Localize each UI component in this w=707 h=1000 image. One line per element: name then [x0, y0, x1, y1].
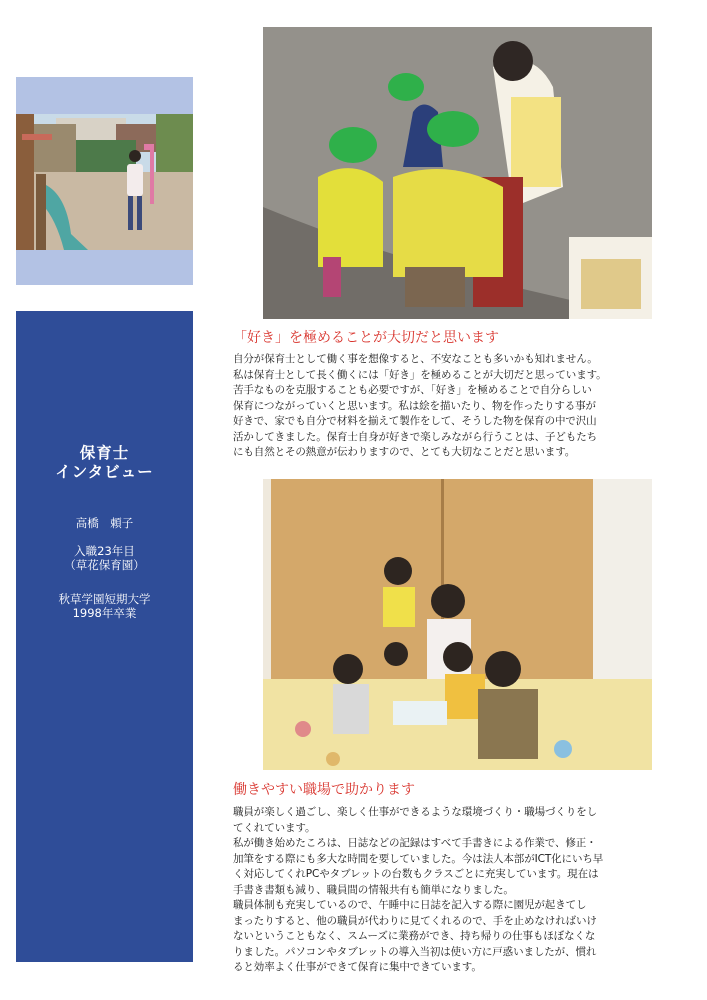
- section-2-line: 手書き書類も減り、職員間の情報共有も簡単になりました。: [233, 883, 514, 896]
- portrait-photo: [16, 114, 193, 250]
- staff-workplace: （草花保育園）: [64, 558, 145, 572]
- section-1-line: 自分が保育士として働く事を想像すると、不安なことも多いかも知れません。: [233, 353, 598, 365]
- heading-line-2: インタビュー: [55, 463, 154, 481]
- section-1-line: 保育につながっていくと思います。私は絵を描いたり、物を作ったりする事が: [233, 399, 596, 412]
- section-2-line: 職員体制も充実しているので、午睡中に日誌を記入する際に園児が起きてし: [233, 899, 587, 911]
- staff-school: 秋草学園短期大学: [58, 592, 151, 606]
- section-2-line: まったりすると、他の職員が代わりに見てくれるので、手を止めなければいけ: [233, 914, 597, 927]
- section-2-line: く対応してくれPCやタブレットの台数もクラスごとに充実しています。現在は: [233, 868, 599, 880]
- staff-graduation: 1998年卒業: [72, 606, 137, 620]
- profile-panel: [16, 311, 193, 962]
- section-1-line: 苦手なものを克服することも必要ですが、「好き」を極めることで自分らしい: [233, 384, 592, 396]
- outdoor-activity-photo: [263, 27, 652, 319]
- section-2-line: りました。パソコンやタブレットの導入当初は使い方に戸惑いましたが、慣れ: [233, 945, 597, 958]
- section-2-line: 加筆をする際にも多大な時間を要していました。今は法人本部がICT化にいち早: [233, 852, 604, 865]
- section-2-line: 私が働き始めたころは、日誌などの記録はすべて手書きによる作業で、修正・: [233, 837, 597, 849]
- section-1-line: にも自然とその熱意が伝わりますので、とても大切なことだと思います。: [233, 446, 576, 458]
- section-1-body: [233, 352, 661, 461]
- staff-name: 高橋 頼子: [75, 516, 134, 530]
- section-1-title: 「好き」を極めることが大切だと思います: [233, 330, 499, 346]
- section-2-line: 職員が楽しく過ごし、楽しく仕事ができるような環境づくり・職場づくりをし: [233, 806, 597, 818]
- portrait-card: [16, 77, 193, 285]
- section-2-title: 働きやすい職場で助かります: [233, 782, 415, 798]
- staff-tenure: 入職23年目: [74, 544, 135, 558]
- section-2-body: [233, 805, 661, 976]
- section-1-line: 好きで、家でも自分で材料を揃えて製作をして、そうした物を保育の中で沢山: [233, 415, 597, 427]
- section-2-line: ると効率よく仕事ができて保育に集中できています。: [233, 961, 482, 973]
- heading-line-1: 保育士: [79, 444, 130, 462]
- classroom-photo: [263, 479, 652, 770]
- section-1-line: 私は保育士として長く働くには「好き」を極めることが大切だと思っています。: [233, 368, 607, 381]
- section-2-line: てくれています。: [233, 821, 316, 834]
- interview-heading: [16, 444, 193, 482]
- section-2-line: ないということもなく、スムーズに業務ができ、持ち帰りの仕事もほぼなくな: [233, 930, 596, 942]
- section-1-line: 活かしてきました。保育士自身が好きで楽しみながら行うことは、子どもたち: [233, 430, 597, 443]
